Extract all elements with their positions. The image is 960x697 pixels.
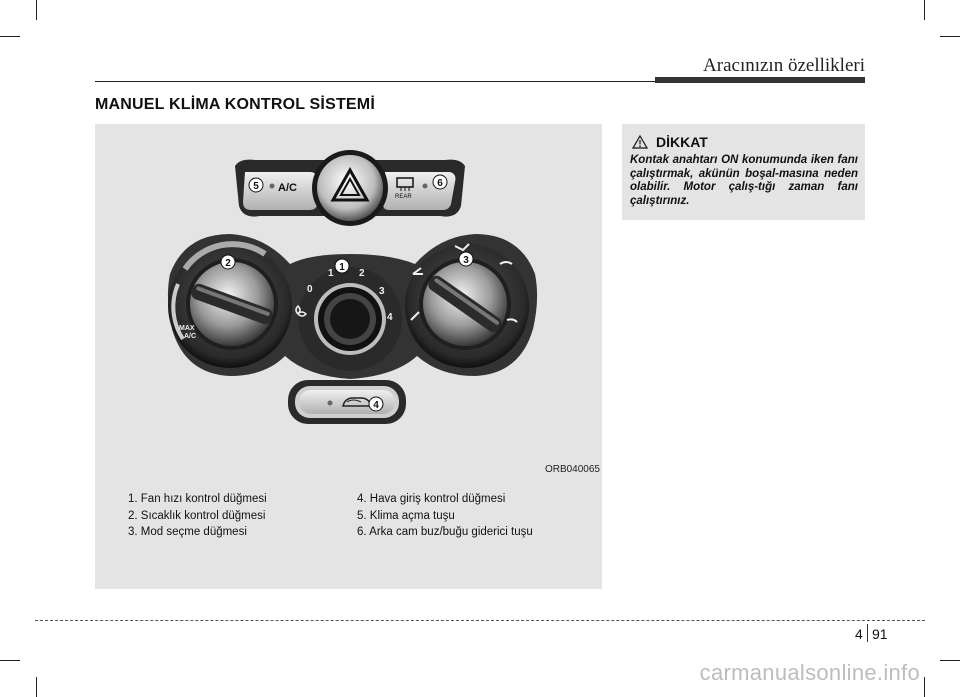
fan-speed-label: 2 — [359, 268, 365, 279]
callout-1 — [335, 259, 349, 273]
callout-3 — [459, 252, 473, 266]
climate-control-figure — [95, 124, 602, 589]
crop-mark — [924, 677, 925, 697]
chapter-title: Aracınızın özellikleri — [703, 55, 865, 76]
crop-mark — [940, 36, 960, 37]
rear-button-label: REAR — [395, 194, 412, 200]
legend-item: 1. Fan hızı kontrol düğmesi — [128, 493, 267, 505]
max-ac-label: MAX — [179, 325, 195, 332]
page-number: 91 — [872, 626, 888, 642]
section-title: MANUEL KLİMA KONTROL SİSTEMİ — [95, 96, 375, 113]
fan-speed-label: 3 — [379, 286, 385, 297]
page-separator — [867, 624, 868, 642]
caution-box — [622, 124, 865, 220]
svg-text:4: 4 — [373, 400, 379, 411]
crop-mark — [924, 0, 925, 20]
chapter-number: 4 — [855, 626, 863, 642]
warning-triangle-icon — [632, 135, 648, 149]
legend-item: 2. Sıcaklık kontrol düğmesi — [128, 509, 266, 522]
air-intake-button — [288, 380, 406, 424]
caution-text: Kontak anahtarı ON konumunda iken fanı çalıştırmak, akünün boşal-masına neden olabilir. Motor çalış-tığı zaman fanı çalıştırınız. — [630, 154, 858, 207]
hazard-button — [312, 150, 388, 226]
callout-6 — [433, 175, 447, 189]
svg-text:1: 1 — [339, 262, 345, 273]
fan-speed-label: 1 — [328, 268, 334, 279]
svg-text:6: 6 — [437, 178, 443, 189]
callout-2 — [221, 255, 235, 269]
caution-heading — [632, 134, 708, 150]
legend-item: 4. Hava giriş kontrol düğmesi — [357, 493, 506, 505]
fan-speed-label: 0 — [307, 284, 313, 295]
callout-5 — [249, 178, 263, 192]
crop-mark — [36, 677, 37, 697]
header-bar — [655, 77, 865, 83]
figure-code: ORB040065 — [544, 464, 600, 475]
crop-mark — [0, 36, 20, 37]
watermark: carmanualsonline.info — [699, 660, 920, 685]
fan-speed-label: 4 — [387, 312, 393, 323]
svg-text:2: 2 — [225, 258, 231, 269]
crop-mark — [940, 660, 960, 661]
legend-item: 6. Arka cam buz/buğu giderici tuşu — [357, 526, 533, 538]
callout-4 — [369, 397, 383, 411]
ac-button-label: A/C — [278, 182, 297, 194]
legend-item: 5. Klima açma tuşu — [357, 509, 455, 522]
legend-right — [357, 491, 533, 541]
crop-mark — [0, 660, 20, 661]
legend-item: 3. Mod seçme düğmesi — [128, 526, 247, 538]
svg-text:5: 5 — [253, 181, 259, 192]
crop-mark — [36, 0, 37, 20]
max-ac-label: A/C — [184, 333, 197, 340]
caution-title: DİKKAT — [656, 134, 708, 150]
legend-left — [128, 491, 267, 541]
footer-rule — [35, 620, 925, 621]
svg-text:3: 3 — [463, 255, 469, 266]
